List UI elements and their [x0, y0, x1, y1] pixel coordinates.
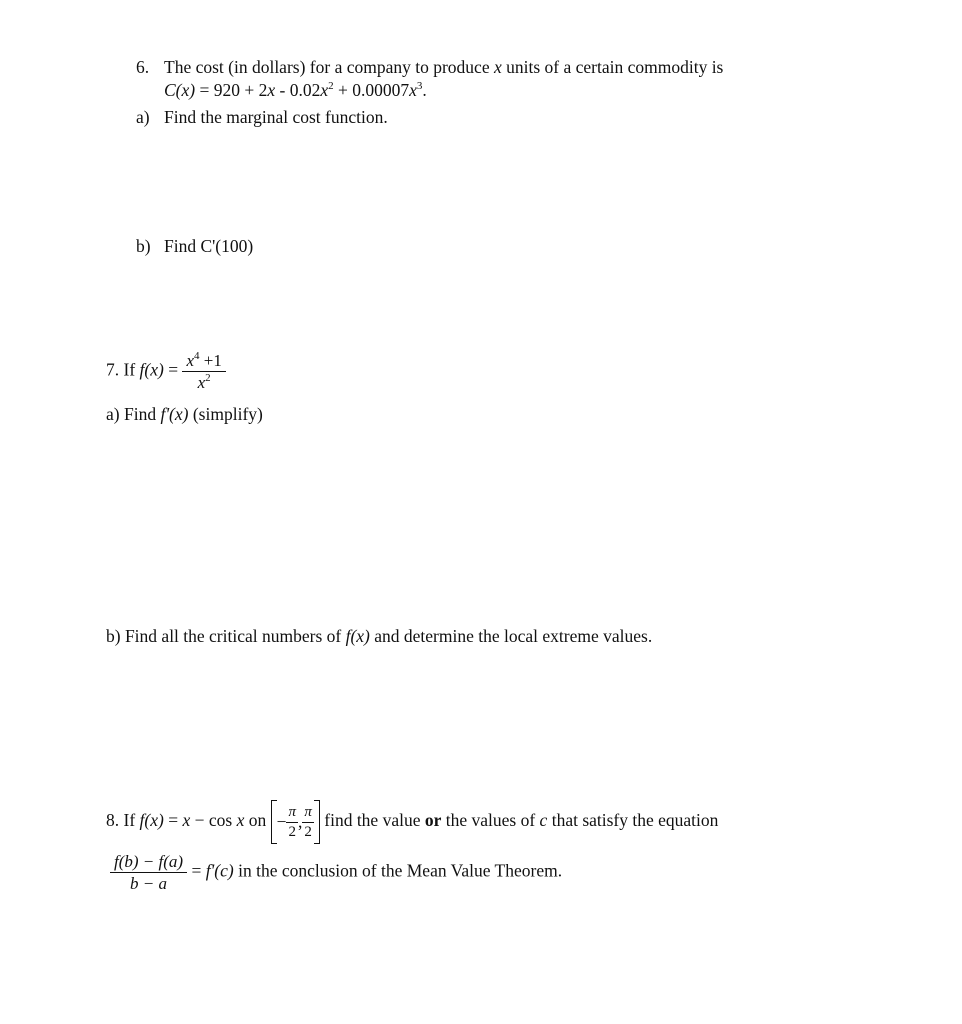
q6-statement: 6. The cost (in dollars) for a company to produce x units of a certain commodity is	[136, 57, 724, 77]
q6-cost-formula: $C(x) = 920 + 2x - 0.02x^2 + 0.00007x^3$.	[164, 80, 427, 100]
q7-statement: 7. If f(x) = $\frac{x^4 +1}{x^2}$	[106, 352, 226, 391]
q7-fraction: $\frac{x^4 +1}{x^2}$	[182, 352, 225, 391]
q6-part-b: b) Find C'(100)	[136, 236, 254, 256]
interval-upper-bound: $\frac{\pi}{2}$	[304, 803, 312, 840]
q8-mvt-equation: $\frac{f(b) - f(a)}{b - a}$ = f'(c) in the conclusion of the Mean Value Theorem.	[110, 853, 562, 892]
interval-lower-bound: $\frac{\pi}{2}$	[288, 803, 296, 840]
mvt-fraction: $\frac{f(b) - f(a)}{b - a}$	[110, 853, 187, 892]
q7-part-a: a) Find f'(x) (simplify)	[106, 404, 263, 424]
interval-right-bracket	[314, 800, 320, 844]
q6-number: 6.	[136, 57, 150, 77]
q6-part-a: a) Find the marginal cost function.	[136, 107, 388, 127]
q7-part-b: b) Find all the critical numbers of f(x) and determine the local extreme values.	[106, 626, 653, 646]
q8-statement: 8. If f(x) = x − cos x on − $\frac{\pi}{2}$ , $\frac{\pi}{2}$ find the value or the values of c that satisfy the equation	[106, 800, 718, 844]
